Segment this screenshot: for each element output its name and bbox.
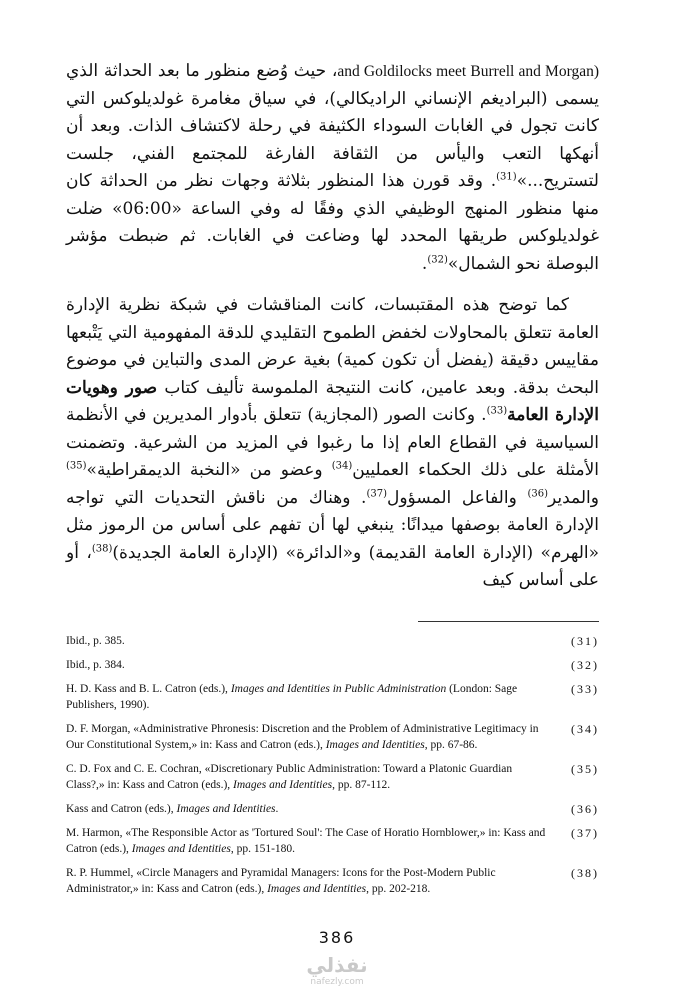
paragraph-1: [66, 58, 599, 278]
footnote-text: Ibid., p. 384.: [66, 659, 125, 671]
paragraph-text: . وهناك من ناقش التحديات التي تواجه الإدارة العامة بوصفها ميدانًا: ينبغي لها أن تفهم على أساس من الرموز مثل «الهرم» (الإدارة العامة القديمة) و«الدائرة» (الإدارة العامة الجديدة): [66, 487, 599, 563]
footnote-text: , pp. 202-218.: [366, 883, 431, 895]
footnote-text: , pp. 87-112.: [332, 779, 391, 791]
footnote-italic: Images and Identities: [233, 779, 333, 791]
footnote-ref-38[interactable]: (38): [91, 542, 113, 554]
footnote-italic: Images and Identities in Public Administration: [230, 683, 447, 695]
watermark-url: nafezly.com: [310, 977, 364, 987]
paragraph-text: كما توضح هذه المقتبسات، كانت المناقشات في شبكة نظرية الإدارة العامة تتعلق بالمحاولات لخفض الطموح التقليدي للدقة المفهومية التي يَتْبعها مقاييس دقيقة (يفضل أن تكون كمية) بغية عرض المدى والتباين في موضوع البحث بدقة. وبعد عامين، كانت النتيجة الملموسة تأليف كتاب: [66, 295, 599, 398]
book-title-bold: صور وهويات الإدارة العامة: [66, 377, 599, 425]
footnote-text: .: [275, 803, 279, 815]
footnote-item: [66, 865, 599, 897]
english-title-fragment: and Goldilocks meet Burrell and Morgan): [337, 63, 600, 80]
footnote-italic: Images and Identities: [131, 843, 231, 855]
footnote-text: (London: Sage Publishers, 1990).: [66, 683, 518, 711]
footnote-ref-36[interactable]: (36): [527, 487, 548, 499]
main-text: [66, 58, 599, 595]
footnote-ref-32[interactable]: (32): [427, 253, 448, 265]
paragraph-text: ، حيث وُضع منظور ما بعد الحداثة الذي يسمى (البراديغم الإنساني الراديكالي)، في سياق مغامرة غولديلوكس التي كانت تجول في الغابات السوداء الكثيفة في رحلة لاكتشاف الذات. وبعد أن أنهكها التعب واليأس من الثقافة الفارغة للمجتمع الفني، جلست لتستريح...»: [66, 61, 599, 191]
footnote-separator: [418, 621, 599, 622]
footnote-text: M. Harmon, «The Responsible Actor as 'Tortured Soul': The Case of Horatio Hornblower,» in: Kass and Catron (eds.),: [66, 827, 546, 855]
footnote-ref-35[interactable]: (35): [66, 460, 87, 472]
paragraph-2: [66, 292, 599, 595]
footnote-number: (36): [571, 802, 599, 816]
page-number: 386: [318, 928, 356, 947]
paragraph-text: . وقد قورن هذا المنظور بثلاثة وجهات نظر من الحداثة كان منها منظور المنهج الوظيفي الذي وفقًا له وفي الساعة «06:00» ضلت غولديلوكس طريقها المحدد لها وضاعت في الغابات. ثم ضبطت مؤشر البوصلة نحو الشمال»: [66, 171, 600, 274]
footnote-item: [66, 801, 599, 817]
footnote-number: (32): [571, 658, 599, 672]
paragraph-text: والمدير: [548, 487, 599, 508]
footnote-text: R. P. Hummel, «Circle Managers and Pyramidal Managers: Icons for the Post-Modern Public Administrator,» in: Kass and Catron (eds.),: [66, 867, 496, 895]
footnote-number: (37): [571, 826, 599, 840]
footnote-item: [66, 721, 599, 753]
footnote-italic: Images and Identities: [267, 883, 367, 895]
footnote-text: H. D. Kass and B. L. Catron (eds.),: [66, 683, 231, 695]
paragraph-text: ، أو على أساس كيف: [66, 542, 599, 590]
footnote-text: Ibid., p. 385.: [66, 635, 125, 647]
footnote-text: D. F. Morgan, «Administrative Phronesis: Discretion and the Problem of Administrative Legitimacy in Our Constitutional System,» in: Kass and Catron (eds.),: [66, 723, 539, 751]
footnote-italic: Images and Identities: [325, 739, 425, 751]
footnote-number: (38): [571, 866, 599, 880]
footnote-number: (33): [571, 682, 599, 696]
footnote-text: Kass and Catron (eds.),: [66, 803, 177, 815]
watermark-arabic: نفذلي: [306, 953, 368, 977]
footnote-item: [66, 761, 599, 793]
footnote-ref-33[interactable]: (33): [486, 405, 508, 417]
watermark-logo: [0, 953, 674, 987]
footnote-item: [66, 657, 599, 673]
paragraph-text: .: [421, 253, 428, 274]
paragraph-text: وعضو من «النخبة الديمقراطية»: [86, 460, 332, 480]
footnote-ref-31[interactable]: (31): [496, 171, 517, 183]
footnote-ref-37[interactable]: (37): [366, 487, 387, 499]
footnote-italic: Images and Identities: [176, 803, 276, 815]
footnote-number: (35): [571, 762, 599, 776]
footnote-number: (31): [571, 634, 599, 648]
footnote-item: [66, 633, 599, 649]
footnote-text: , pp. 151-180.: [230, 843, 296, 855]
footnote-text: C. D. Fox and C. E. Cochran, «Discretionary Public Administration: Toward a Platonic Guardian Class?,» in: Kass and Catron (eds.),: [66, 763, 513, 791]
footnote-item: [66, 825, 599, 857]
paragraph-text: والفاعل المسؤول: [387, 487, 528, 508]
footnote-text: , pp. 67-86.: [424, 739, 478, 751]
paragraph-text: . وكانت الصور (المجازية) تتعلق بأدوار المديرين في الأنظمة السياسية في القطاع العام إذا ما رغبوا في المزيد من الشرعية. وتضمنت الأمثلة على ذلك الحكماء العمليين: [66, 405, 599, 480]
footnote-ref-34[interactable]: (34): [331, 460, 353, 472]
footnote-number: (34): [571, 722, 599, 736]
footnote-item: [66, 681, 599, 713]
footnotes-list: [66, 633, 599, 905]
